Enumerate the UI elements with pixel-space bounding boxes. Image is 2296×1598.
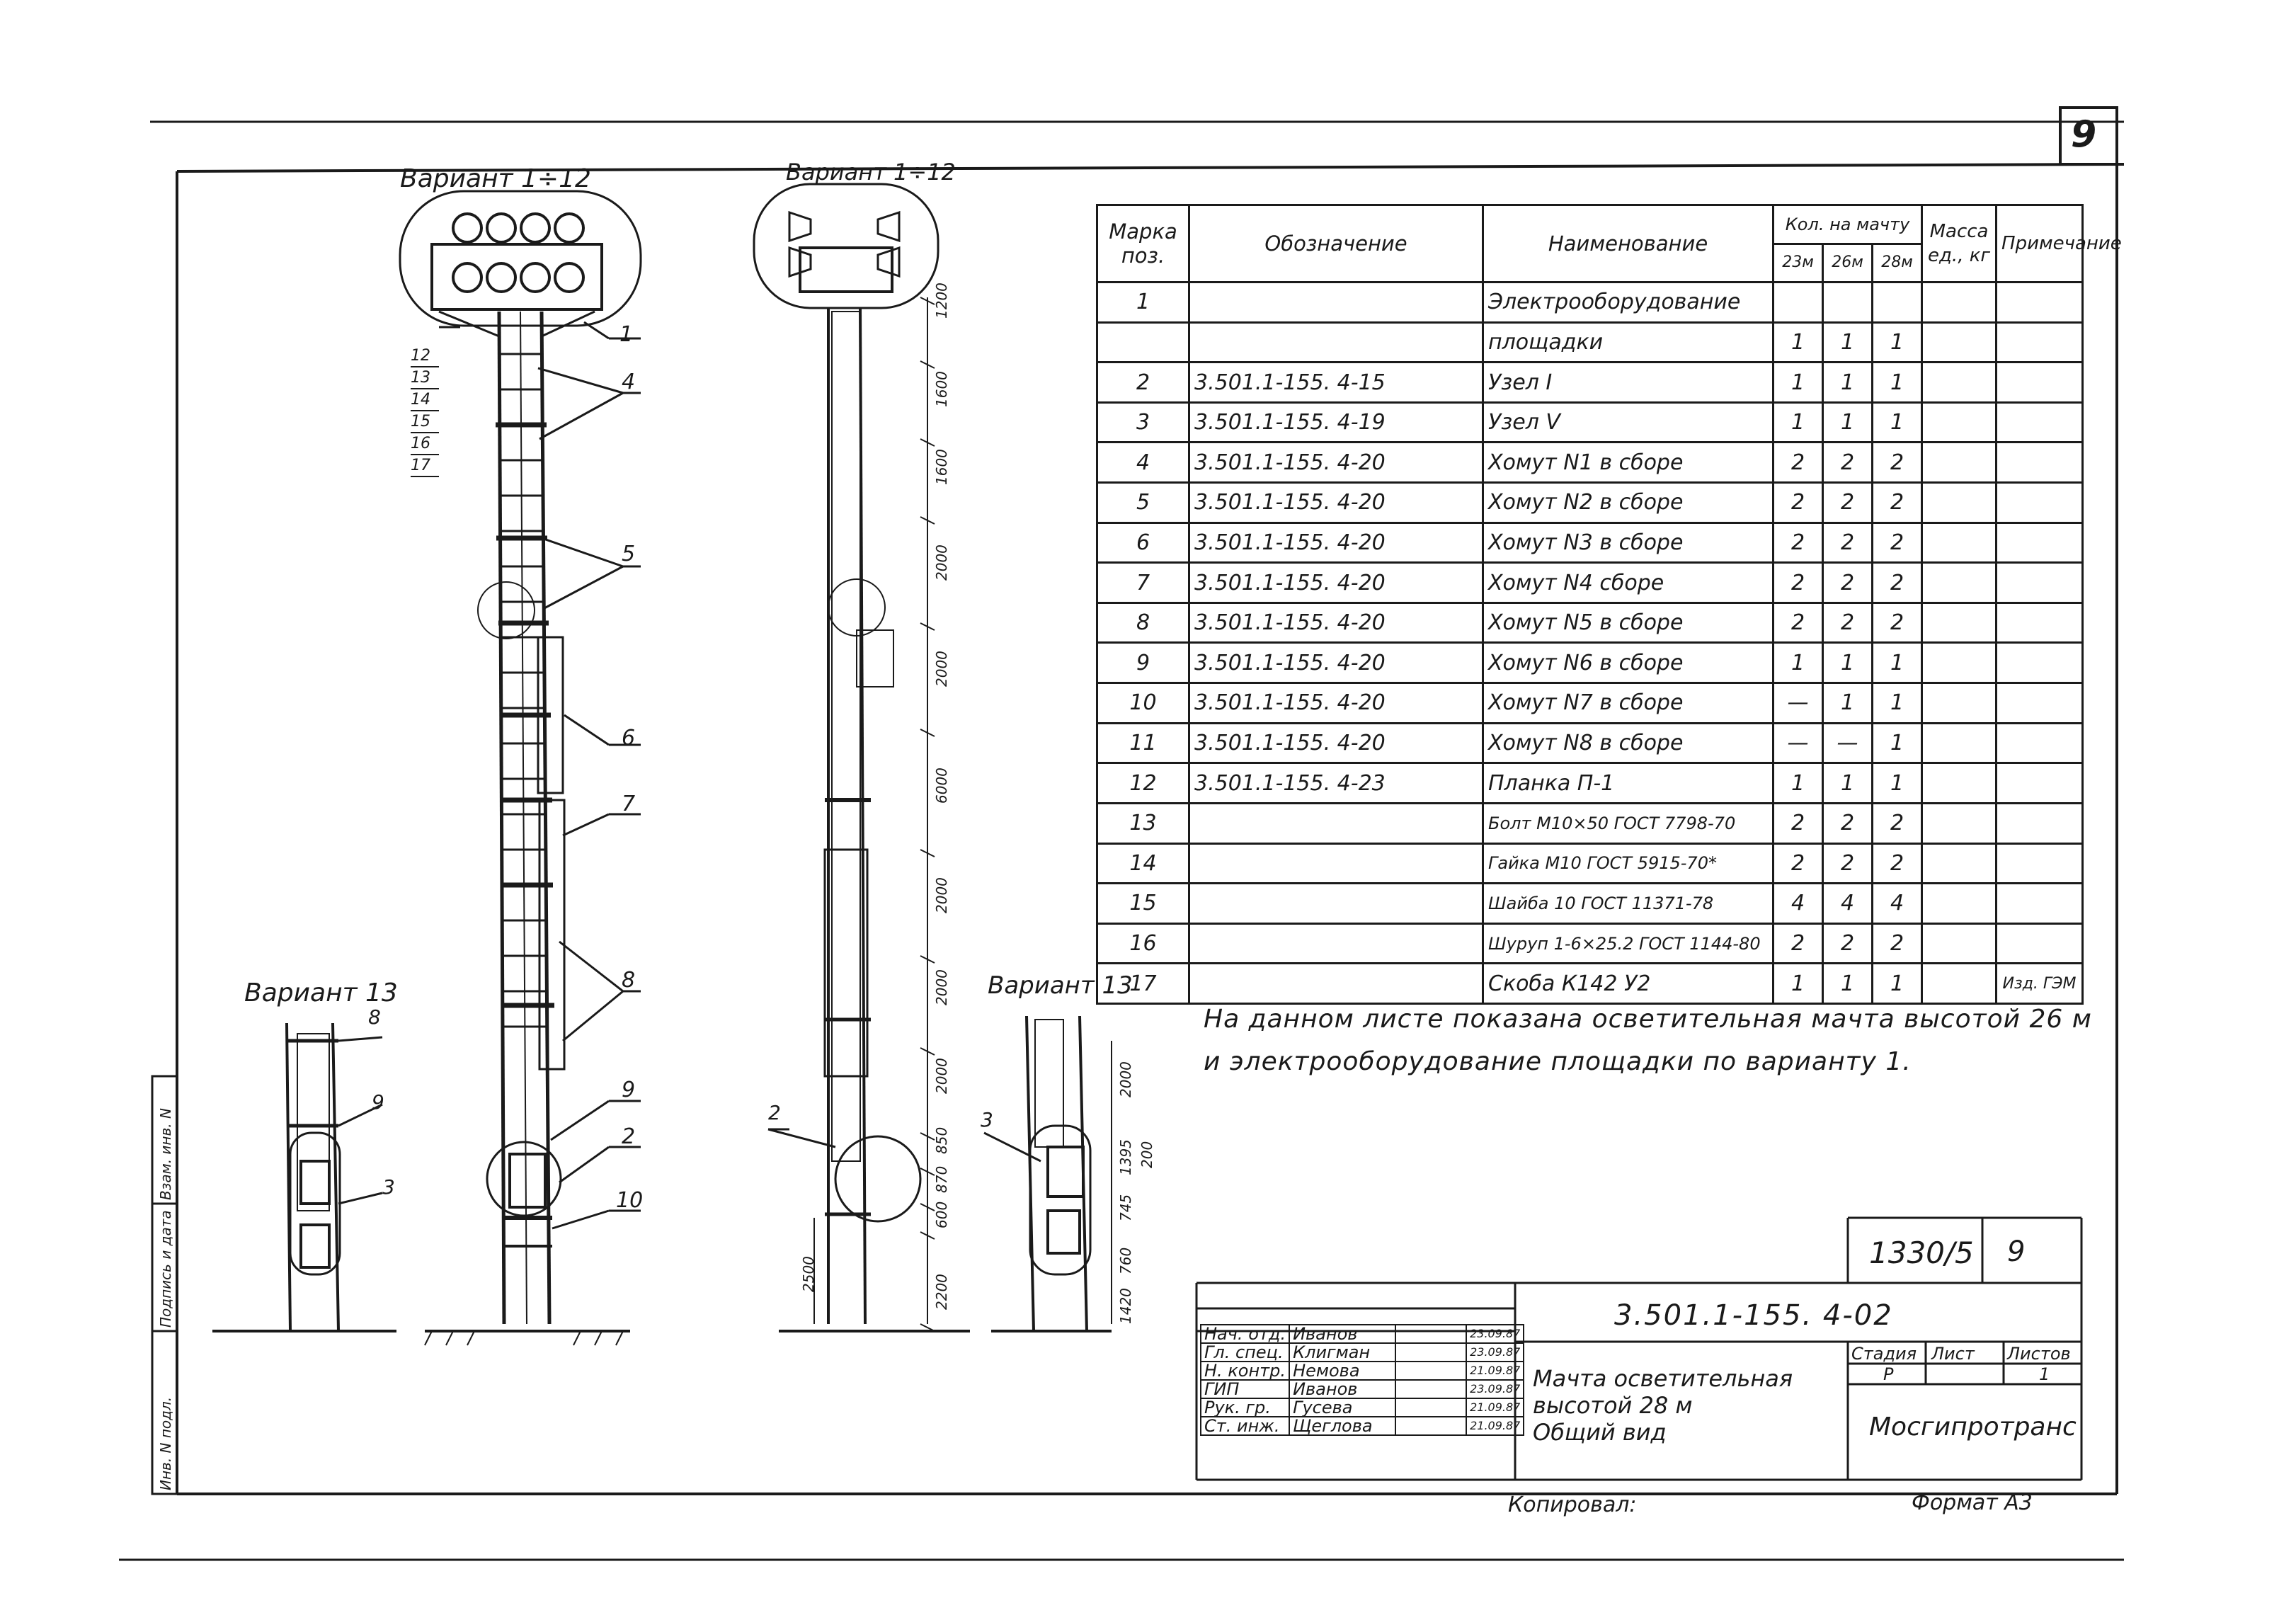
cell-pos: 2 (1097, 363, 1189, 403)
title-line-1: Мачта осветительная (1533, 1365, 1793, 1392)
header-name: Наименование (1483, 205, 1774, 282)
cell-qty-28: 2 (1873, 483, 1922, 523)
cell-note (1997, 322, 2083, 363)
dim-label: 1600 (933, 371, 950, 407)
dim-label: 1395 (1117, 1139, 1134, 1175)
side-stamp (154, 1076, 176, 1494)
signer-date: 21.09.87 (1466, 1417, 1524, 1435)
cell-name: Электрооборудование (1483, 282, 1774, 323)
callout-12: 12 (411, 346, 439, 367)
cell-name: Хомут N3 в сборе (1483, 523, 1774, 563)
stage-value: Р (1883, 1364, 1894, 1384)
reg-sheet: 9 (2007, 1235, 2026, 1268)
cell-mass (1922, 683, 1997, 724)
cell-designation (1189, 282, 1483, 323)
cell-pos: 3 (1097, 402, 1189, 443)
sheets-value: 1 (2039, 1364, 2050, 1384)
cell-mass (1922, 363, 1997, 403)
table-row (1097, 363, 2083, 403)
cell-note (1997, 603, 2083, 643)
cell-qty-23: 2 (1774, 563, 1823, 603)
cell-note (1997, 884, 2083, 924)
cell-qty-28: 1 (1873, 683, 1922, 724)
table-row (1097, 402, 2083, 443)
table-row (1097, 603, 2083, 643)
cell-designation (1189, 923, 1483, 964)
cell-pos: 16 (1097, 923, 1189, 964)
cell-qty-26: 1 (1823, 322, 1873, 363)
cell-qty-23: — (1774, 723, 1823, 763)
header-qty-23: 23м (1774, 244, 1823, 282)
signer-role: Гл. спец. (1201, 1343, 1289, 1362)
signer-row (1201, 1343, 1524, 1362)
cell-qty-26: 4 (1823, 884, 1873, 924)
table-row (1097, 923, 2083, 964)
dim-label: 1600 (933, 449, 950, 485)
cell-name: Хомут N1 в сборе (1483, 443, 1774, 483)
title-line-2: высотой 28 м (1533, 1392, 1693, 1419)
cell-mass (1922, 843, 1997, 884)
side-stamp-inv: Инв. N подл. (157, 1396, 174, 1490)
cell-note (1997, 523, 2083, 563)
cell-designation (1189, 322, 1483, 363)
cell-note (1997, 363, 2083, 403)
signer-date: 23.09.87 (1466, 1325, 1524, 1343)
dim-label: 2500 (800, 1256, 817, 1292)
cell-mass (1922, 483, 1997, 523)
cell-mass (1922, 964, 1997, 1004)
table-row (1097, 443, 2083, 483)
cell-qty-28: 1 (1873, 322, 1922, 363)
table-row (1097, 282, 2083, 323)
signatures-body (1201, 1325, 1524, 1435)
cell-name: Гайка М10 ГОСТ 5915-70* (1483, 843, 1774, 884)
cell-designation: 3.501.1-155. 4-15 (1189, 363, 1483, 403)
cell-qty-26: — (1823, 723, 1873, 763)
document-code: 3.501.1-155. 4-02 (1614, 1299, 1893, 1332)
dim-label: 6000 (933, 767, 950, 804)
header-mark: Марка поз. (1097, 205, 1189, 282)
cell-qty-28 (1873, 282, 1922, 323)
table-row (1097, 643, 2083, 683)
cell-name: Хомут N4 сборе (1483, 563, 1774, 603)
header-qty: Кол. на мачту (1774, 205, 1922, 244)
cell-designation: 3.501.1-155. 4-20 (1189, 723, 1483, 763)
cell-name: Хомут N5 в сборе (1483, 603, 1774, 643)
signer-date: 23.09.87 (1466, 1380, 1524, 1398)
signer-signature (1395, 1417, 1466, 1435)
cell-mass (1922, 523, 1997, 563)
cell-qty-23: 2 (1774, 523, 1823, 563)
cell-pos: 12 (1097, 763, 1189, 804)
cell-mass (1922, 923, 1997, 964)
drawing-note (1204, 998, 2092, 1083)
dim-label: 600 (933, 1201, 950, 1228)
cell-designation (1189, 964, 1483, 1004)
cell-note (1997, 923, 2083, 964)
side-view-mast (754, 184, 970, 1331)
cell-qty-26: 2 (1823, 843, 1873, 884)
cell-mass (1922, 322, 1997, 363)
reg-number: 1330/5 (1869, 1235, 1974, 1270)
signer-signature (1395, 1380, 1466, 1398)
signer-date: 23.09.87 (1466, 1343, 1524, 1362)
specification-body (1097, 282, 2083, 1004)
callout-7: 7 (622, 792, 636, 816)
header-designation: Обозначение (1189, 205, 1483, 282)
callout-15: 15 (411, 411, 439, 433)
dim-label: 850 (933, 1126, 950, 1154)
cell-name: площадки (1483, 322, 1774, 363)
callout-8: 8 (622, 968, 636, 993)
cell-qty-23 (1774, 282, 1823, 323)
callout-14: 14 (411, 389, 439, 411)
table-row (1097, 723, 2083, 763)
sheets-label: Листов (2007, 1344, 2071, 1364)
cell-designation: 3.501.1-155. 4-20 (1189, 563, 1483, 603)
cell-designation: 3.501.1-155. 4-20 (1189, 443, 1483, 483)
cell-mass (1922, 803, 1997, 843)
v13-callout-9: 9 (372, 1090, 384, 1114)
cell-designation: 3.501.1-155. 4-20 (1189, 523, 1483, 563)
table-row (1097, 483, 2083, 523)
cell-name: Скоба К142 У2 (1483, 964, 1774, 1004)
table-row (1097, 964, 2083, 1004)
cell-mass (1922, 402, 1997, 443)
cell-mass (1922, 723, 1997, 763)
note-line-2: и электрооборудование площадки по варианту 1. (1204, 1047, 1912, 1076)
signer-row (1201, 1380, 1524, 1398)
front-view-title: Вариант 1÷12 (400, 164, 591, 193)
cell-pos: 13 (1097, 803, 1189, 843)
cell-pos: 9 (1097, 643, 1189, 683)
header-note: Примечание (1997, 205, 2083, 282)
signer-name: Немова (1289, 1362, 1395, 1380)
cell-designation: 3.501.1-155. 4-20 (1189, 683, 1483, 724)
note-line-1: На данном листе показана осветительная мачта высотой 26 м (1204, 1005, 2092, 1034)
cell-pos (1097, 322, 1189, 363)
cell-qty-28: 2 (1873, 843, 1922, 884)
cell-pos: 11 (1097, 723, 1189, 763)
cell-mass (1922, 884, 1997, 924)
cell-mass (1922, 282, 1997, 323)
cell-name: Хомут N6 в сборе (1483, 643, 1774, 683)
cell-qty-23: 4 (1774, 884, 1823, 924)
cell-designation: 3.501.1-155. 4-23 (1189, 763, 1483, 804)
cell-qty-26 (1823, 282, 1873, 323)
table-row (1097, 563, 2083, 603)
page-number: 9 (2071, 113, 2097, 156)
cell-name: Хомут N7 в сборе (1483, 683, 1774, 724)
cell-qty-28: 2 (1873, 923, 1922, 964)
cell-qty-23: 2 (1774, 603, 1823, 643)
dim-label: 2000 (933, 877, 950, 913)
cell-name: Болт М10×50 ГОСТ 7798-70 (1483, 803, 1774, 843)
cell-designation: 3.501.1-155. 4-19 (1189, 402, 1483, 443)
signer-signature (1395, 1362, 1466, 1380)
cell-pos: 15 (1097, 884, 1189, 924)
cell-qty-28: 1 (1873, 763, 1922, 804)
dim-label: 1420 (1117, 1288, 1134, 1324)
copied-by-label: Копировал: (1508, 1493, 1637, 1517)
table-row (1097, 683, 2083, 724)
callout-16: 16 (411, 433, 439, 455)
cell-qty-23: 2 (1774, 803, 1823, 843)
cell-qty-23: 1 (1774, 322, 1823, 363)
cell-qty-26: 2 (1823, 563, 1873, 603)
cell-qty-28: 1 (1873, 964, 1922, 1004)
cell-name: Шуруп 1-6×25.2 ГОСТ 1144-80 (1483, 923, 1774, 964)
cell-designation (1189, 843, 1483, 884)
cell-note (1997, 763, 2083, 804)
dim-label: 2000 (933, 651, 950, 687)
cell-note (1997, 402, 2083, 443)
stage-label: Стадия (1851, 1344, 1917, 1364)
table-row (1097, 843, 2083, 884)
cell-qty-28: 1 (1873, 363, 1922, 403)
signer-name: Иванов (1289, 1325, 1395, 1343)
signer-role: Н. контр. (1201, 1362, 1289, 1380)
cell-note (1997, 643, 2083, 683)
specification-table (1096, 204, 2122, 1005)
cell-qty-26: 1 (1823, 683, 1873, 724)
cell-pos: 10 (1097, 683, 1189, 724)
format-label: Формат А3 (1912, 1490, 2033, 1515)
cell-qty-23: 1 (1774, 763, 1823, 804)
side-callout-2: 2 (768, 1101, 781, 1124)
cell-note (1997, 483, 2083, 523)
callout-stack (411, 346, 439, 477)
cell-designation: 3.501.1-155. 4-20 (1189, 643, 1483, 683)
cell-name: Узел I (1483, 363, 1774, 403)
dim-label: 2200 (933, 1274, 950, 1310)
dim-label: 200 (1138, 1141, 1155, 1168)
sheet-label: Лист (1931, 1344, 1975, 1364)
cell-qty-23: 2 (1774, 843, 1823, 884)
cell-pos: 7 (1097, 563, 1189, 603)
signer-role: Нач. отд. (1201, 1325, 1289, 1343)
dim-label: 2000 (933, 969, 950, 1005)
cell-qty-23: 2 (1774, 443, 1823, 483)
callout-2: 2 (622, 1124, 636, 1149)
cell-qty-23: 1 (1774, 402, 1823, 443)
signer-name: Иванов (1289, 1380, 1395, 1398)
signer-signature (1395, 1398, 1466, 1417)
dim-label: 2000 (1117, 1061, 1134, 1097)
table-row (1097, 322, 2083, 363)
cell-qty-28: 1 (1873, 643, 1922, 683)
dim-label: 870 (933, 1165, 950, 1193)
callout-6: 6 (622, 726, 636, 751)
cell-qty-28: 2 (1873, 523, 1922, 563)
table-row (1097, 523, 2083, 563)
cell-qty-28: 2 (1873, 443, 1922, 483)
cell-name: Узел V (1483, 402, 1774, 443)
cell-qty-28: 1 (1873, 723, 1922, 763)
signer-role: Рук. гр. (1201, 1398, 1289, 1417)
cell-pos: 5 (1097, 483, 1189, 523)
table-row (1097, 763, 2083, 804)
callout-5: 5 (622, 542, 636, 566)
cell-qty-26: 2 (1823, 443, 1873, 483)
signer-role: ГИП (1201, 1380, 1289, 1398)
cell-qty-23: 2 (1774, 483, 1823, 523)
variant13-right-title: Вариант 13 (988, 971, 1133, 1000)
cell-mass (1922, 603, 1997, 643)
dim-label: 2000 (933, 1058, 950, 1094)
callout-10: 10 (616, 1188, 644, 1213)
cell-name: Планка П-1 (1483, 763, 1774, 804)
cell-qty-26: 1 (1823, 643, 1873, 683)
cell-note (1997, 563, 2083, 603)
signer-date: 21.09.87 (1466, 1398, 1524, 1417)
signer-signature (1395, 1325, 1466, 1343)
cell-qty-26: 2 (1823, 523, 1873, 563)
cell-qty-23: 2 (1774, 923, 1823, 964)
cell-qty-23: 1 (1774, 643, 1823, 683)
cell-designation: 3.501.1-155. 4-20 (1189, 483, 1483, 523)
cell-note (1997, 282, 2083, 323)
callout-13: 13 (411, 367, 439, 389)
cell-qty-28: 4 (1873, 884, 1922, 924)
callout-9: 9 (622, 1078, 636, 1102)
title-line-3: Общий вид (1533, 1419, 1667, 1446)
cell-mass (1922, 763, 1997, 804)
cell-qty-26: 1 (1823, 964, 1873, 1004)
v13-callout-3: 3 (382, 1175, 395, 1199)
cell-pos: 14 (1097, 843, 1189, 884)
cell-note (1997, 683, 2083, 724)
cell-qty-23: — (1774, 683, 1823, 724)
dim-label: 2000 (933, 544, 950, 581)
cell-pos: 8 (1097, 603, 1189, 643)
callout-4: 4 (622, 370, 636, 394)
cell-qty-26: 2 (1823, 923, 1873, 964)
variant13-left-view (212, 1023, 496, 1331)
cell-pos: 1 (1097, 282, 1189, 323)
header-mass: Масса ед., кг (1922, 205, 1997, 282)
organization: Мосгипротранс (1869, 1412, 2077, 1442)
cell-name: Хомут N2 в сборе (1483, 483, 1774, 523)
signer-name: Гусева (1289, 1398, 1395, 1417)
cell-mass (1922, 443, 1997, 483)
callout-1: 1 (619, 322, 634, 347)
signatures-table (1200, 1324, 1524, 1436)
variant13-left-title: Вариант 13 (244, 978, 398, 1008)
cell-designation (1189, 884, 1483, 924)
v13-callout-8: 8 (368, 1005, 381, 1029)
dim-label: 1200 (933, 282, 950, 319)
cell-qty-26: 1 (1823, 363, 1873, 403)
cell-note (1997, 443, 2083, 483)
cell-qty-26: 1 (1823, 763, 1873, 804)
drawing-title (1533, 1365, 1793, 1446)
signer-name: Щеглова (1289, 1417, 1395, 1435)
cell-qty-26: 1 (1823, 402, 1873, 443)
header-qty-28: 28м (1873, 244, 1922, 282)
signer-signature (1395, 1343, 1466, 1362)
signer-row (1201, 1398, 1524, 1417)
side-view-title: Вариант 1÷12 (786, 159, 956, 186)
cell-qty-28: 2 (1873, 603, 1922, 643)
cell-qty-23: 1 (1774, 964, 1823, 1004)
cell-pos: 4 (1097, 443, 1189, 483)
cell-pos: 17 (1097, 964, 1189, 1004)
signer-row (1201, 1362, 1524, 1380)
side-stamp-repl: Взам. инв. N (157, 1108, 174, 1200)
callout-17: 17 (411, 455, 439, 477)
side-callout-3: 3 (981, 1108, 993, 1131)
cell-note: Изд. ГЭМ (1997, 964, 2083, 1004)
signer-name: Клигман (1289, 1343, 1395, 1362)
header-qty-26: 26м (1823, 244, 1873, 282)
cell-designation: 3.501.1-155. 4-20 (1189, 603, 1483, 643)
signer-date: 21.09.87 (1466, 1362, 1524, 1380)
signer-role: Ст. инж. (1201, 1417, 1289, 1435)
dim-label: 745 (1117, 1194, 1134, 1221)
cell-name: Хомут N8 в сборе (1483, 723, 1774, 763)
cell-note (1997, 843, 2083, 884)
cell-qty-26: 2 (1823, 803, 1873, 843)
cell-mass (1922, 643, 1997, 683)
cell-designation (1189, 803, 1483, 843)
cell-qty-26: 2 (1823, 483, 1873, 523)
cell-qty-28: 2 (1873, 563, 1922, 603)
variant13-right-view (984, 1016, 1112, 1331)
cell-qty-28: 1 (1873, 402, 1922, 443)
cell-qty-26: 2 (1823, 603, 1873, 643)
cell-note (1997, 723, 2083, 763)
cell-pos: 6 (1097, 523, 1189, 563)
cell-mass (1922, 563, 1997, 603)
cell-qty-28: 2 (1873, 803, 1922, 843)
signer-row (1201, 1325, 1524, 1343)
dim-label: 760 (1117, 1247, 1134, 1274)
cell-name: Шайба 10 ГОСТ 11371-78 (1483, 884, 1774, 924)
table-row (1097, 803, 2083, 843)
signer-row (1201, 1417, 1524, 1435)
cell-note (1997, 803, 2083, 843)
cell-qty-23: 1 (1774, 363, 1823, 403)
table-row (1097, 884, 2083, 924)
side-stamp-sign: Подпись и дата (157, 1210, 174, 1328)
